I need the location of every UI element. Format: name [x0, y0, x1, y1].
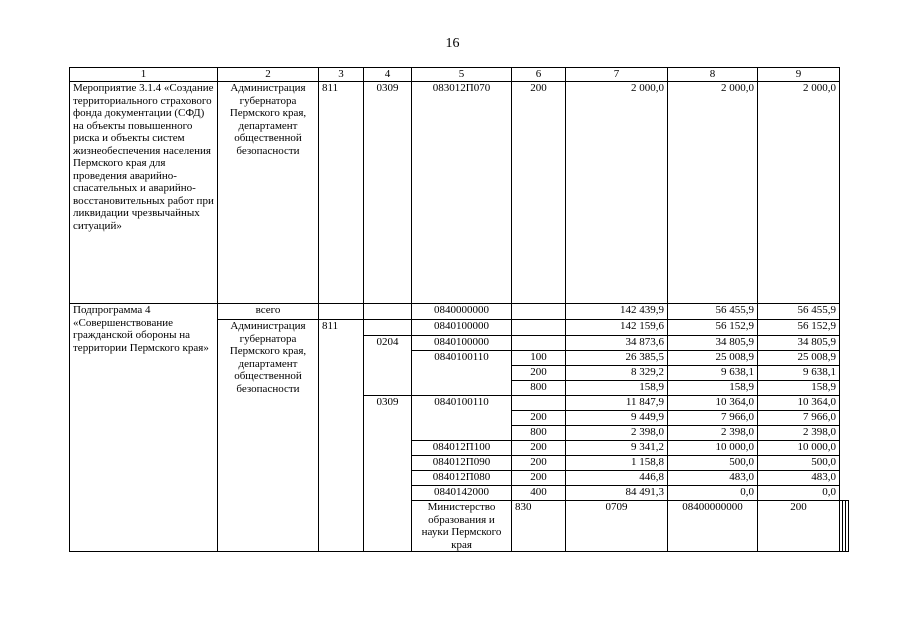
row-vr: 800 [512, 426, 566, 441]
subprogram-total-csr: 0840000000 [412, 304, 512, 320]
header-col-9: 9 [758, 68, 840, 82]
row-csr: 084012П100 [412, 441, 512, 456]
subprogram-total-label: всего [218, 304, 319, 320]
row-value-9: 10 364,0 [758, 396, 840, 411]
subprogram-name: Подпрограмма 4 «Совершенствование гражданской обороны на территории Пермского края» [70, 304, 218, 552]
row-value-9: 0,0 [758, 486, 840, 501]
row-value-8: 56 152,9 [668, 320, 758, 336]
subprogram-total-value-8: 56 455,9 [668, 304, 758, 320]
header-col-6: 6 [512, 68, 566, 82]
measure-grbs: 811 [319, 82, 364, 304]
measure-section: 0309 [364, 82, 412, 304]
row-value-8: 10 000,0 [668, 441, 758, 456]
measure-executor: Администрация губернатора Пермского края, департамент общественной безопасности [218, 82, 319, 304]
ministry-value-9 [846, 501, 849, 552]
measure-value-9: 2 000,0 [758, 82, 840, 304]
row-value-8: 9 638,1 [668, 366, 758, 381]
measure-value-8: 2 000,0 [668, 82, 758, 304]
row-csr: 084012П090 [412, 456, 512, 471]
row-value-8: 0,0 [668, 486, 758, 501]
row-value-8: 483,0 [668, 471, 758, 486]
admin-grbs: 811 [319, 320, 364, 552]
row-csr: 0840142000 [412, 486, 512, 501]
row-csr: 0840100110 [412, 396, 512, 441]
row-value-7: 446,8 [566, 471, 668, 486]
subprogram-total-grbs [319, 304, 364, 320]
row-value-7: 26 385,5 [566, 351, 668, 366]
measure-csr: 083012П070 [412, 82, 512, 304]
header-col-1: 1 [70, 68, 218, 82]
header-col-4: 4 [364, 68, 412, 82]
admin-executor: Администрация губернатора Пермского края, департамент общественной безопасности [218, 320, 319, 552]
row-value-8: 2 398,0 [668, 426, 758, 441]
budget-table [69, 67, 849, 552]
row-vr: 800 [512, 381, 566, 396]
subprogram-total-section [364, 304, 412, 320]
row-vr: 400 [512, 486, 566, 501]
row-section: 0309 [364, 396, 412, 552]
row-vr: 100 [512, 351, 566, 366]
row-value-9: 158,9 [758, 381, 840, 396]
ministry-vr: 200 [758, 501, 840, 552]
page-number: 16 [445, 36, 460, 51]
measure-row [70, 82, 849, 304]
row-value-8: 500,0 [668, 456, 758, 471]
ministry-executor: Министерство образования и науки Пермского края [412, 501, 512, 552]
row-value-7: 9 449,9 [566, 411, 668, 426]
row-value-7: 8 329,2 [566, 366, 668, 381]
row-section: 0204 [364, 336, 412, 396]
row-value-8: 34 805,9 [668, 336, 758, 351]
row-csr: 084012П080 [412, 471, 512, 486]
header-col-5: 5 [412, 68, 512, 82]
row-value-9: 2 398,0 [758, 426, 840, 441]
subprogram-total-row [70, 304, 849, 320]
row-value-9: 500,0 [758, 456, 840, 471]
row-value-8: 10 364,0 [668, 396, 758, 411]
header-col-7: 7 [566, 68, 668, 82]
subprogram-total-vr [512, 304, 566, 320]
row-csr: 0840100110 [412, 351, 512, 396]
header-col-3: 3 [319, 68, 364, 82]
row-vr: 200 [512, 411, 566, 426]
row-value-7: 11 847,9 [566, 396, 668, 411]
row-value-9: 7 966,0 [758, 411, 840, 426]
row-value-7: 84 491,3 [566, 486, 668, 501]
row-value-8: 7 966,0 [668, 411, 758, 426]
row-value-9: 10 000,0 [758, 441, 840, 456]
row-value-7: 2 398,0 [566, 426, 668, 441]
row-value-8: 25 008,9 [668, 351, 758, 366]
row-value-9: 56 152,9 [758, 320, 840, 336]
header-col-2: 2 [218, 68, 319, 82]
ministry-grbs: 830 [512, 501, 566, 552]
row-vr [512, 320, 566, 336]
header-col-8: 8 [668, 68, 758, 82]
row-value-9: 9 638,1 [758, 366, 840, 381]
row-vr: 200 [512, 441, 566, 456]
header-row [70, 68, 849, 82]
subprogram-total-value-7: 142 439,9 [566, 304, 668, 320]
row-vr [512, 336, 566, 351]
row-value-9: 34 805,9 [758, 336, 840, 351]
measure-name: Мероприятие 3.1.4 «Создание территориального страхового фонда документации (СФД) на объекты повышенного риска и объекты систем жизнеобеспечения населения Пермского края для проведения аварийно-спасательных и аварийно-восстановительных работ при ликвидации чрезвычайных ситуаций» [70, 82, 218, 304]
row-value-9: 483,0 [758, 471, 840, 486]
row-vr: 200 [512, 366, 566, 381]
subprogram-total-value-9: 56 455,9 [758, 304, 840, 320]
row-vr [512, 396, 566, 411]
row-csr: 0840100000 [412, 336, 512, 351]
row-value-7: 142 159,6 [566, 320, 668, 336]
row-vr: 200 [512, 456, 566, 471]
row-csr: 0840100000 [412, 320, 512, 336]
row-value-7: 34 873,6 [566, 336, 668, 351]
row-value-7: 1 158,8 [566, 456, 668, 471]
row-vr: 200 [512, 471, 566, 486]
row-value-8: 158,9 [668, 381, 758, 396]
ministry-csr: 08400000000 [668, 501, 758, 552]
measure-vr: 200 [512, 82, 566, 304]
measure-value-7: 2 000,0 [566, 82, 668, 304]
row-value-9: 25 008,9 [758, 351, 840, 366]
row-value-7: 158,9 [566, 381, 668, 396]
row-section [364, 320, 412, 336]
row-value-7: 9 341,2 [566, 441, 668, 456]
ministry-section: 0709 [566, 501, 668, 552]
